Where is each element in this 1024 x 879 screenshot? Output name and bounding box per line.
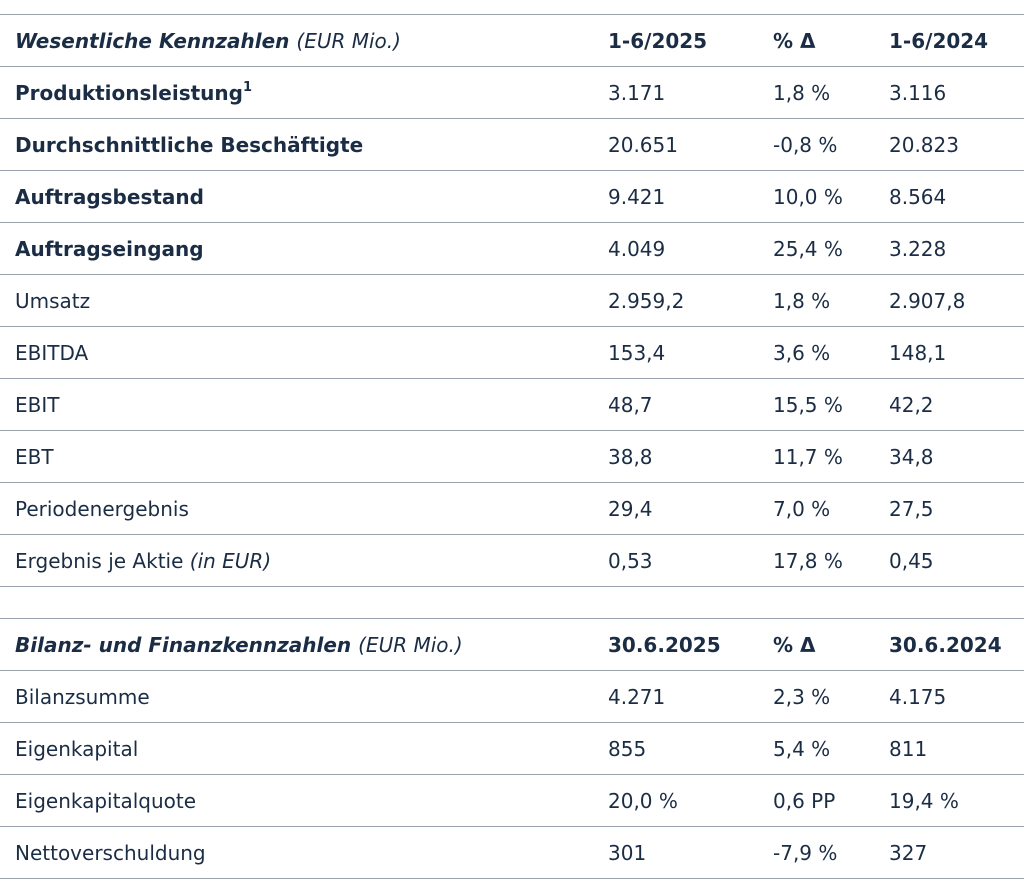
value-previous: 3.116 [889, 67, 1024, 119]
row-label-cell [0, 327, 608, 379]
value-current: 4.049 [608, 223, 773, 275]
row-label-cell [0, 535, 608, 587]
value-current: 20.651 [608, 119, 773, 171]
value-current: 0,53 [608, 535, 773, 587]
table-row [0, 379, 1024, 431]
row-label: Eigenkapitalquote [15, 788, 197, 813]
row-label: Durchschnittliche Beschäftigte [15, 132, 364, 157]
value-current: 29,4 [608, 483, 773, 535]
row-label-cell [0, 723, 608, 775]
value-change: 1,8 % [773, 67, 889, 119]
row-label-cell [0, 223, 608, 275]
row-label: EBT [15, 444, 54, 469]
value-current: 2.959,2 [608, 275, 773, 327]
value-current: 153,4 [608, 327, 773, 379]
footnote-marker: 1 [242, 79, 252, 95]
value-change: -0,8 % [773, 119, 889, 171]
row-label-note: (in EUR) [189, 548, 272, 573]
row-label-cell [0, 483, 608, 535]
balance-sheet-title-cell [0, 619, 608, 671]
key-figures-table [0, 14, 1024, 587]
row-label-cell [0, 275, 608, 327]
column-header-current-period: 1-6/2025 [608, 15, 773, 67]
value-previous: 2.907,8 [889, 275, 1024, 327]
value-current: 9.421 [608, 171, 773, 223]
row-label: Auftragsbestand [15, 184, 204, 209]
table-row [0, 671, 1024, 723]
value-change: 5,4 % [773, 723, 889, 775]
value-previous: 27,5 [889, 483, 1024, 535]
row-label: Periodenergebnis [15, 496, 189, 521]
key-figures-unit: (EUR Mio.) [296, 28, 401, 53]
value-change: 0,6 PP [773, 775, 889, 827]
table-row [0, 723, 1024, 775]
value-current: 48,7 [608, 379, 773, 431]
value-previous: 34,8 [889, 431, 1024, 483]
value-change: 15,5 % [773, 379, 889, 431]
table-row [0, 171, 1024, 223]
column-header-change: % Δ [773, 619, 889, 671]
key-figures-header-row [0, 15, 1024, 67]
value-current: 4.271 [608, 671, 773, 723]
table-row [0, 431, 1024, 483]
row-label-cell [0, 67, 608, 119]
value-previous: 42,2 [889, 379, 1024, 431]
balance-sheet-unit: (EUR Mio.) [358, 632, 463, 657]
value-previous: 19,4 % [889, 775, 1024, 827]
value-current: 20,0 % [608, 775, 773, 827]
row-label-cell [0, 379, 608, 431]
table-row [0, 827, 1024, 879]
value-previous: 0,45 [889, 535, 1024, 587]
value-previous: 20.823 [889, 119, 1024, 171]
column-header-change: % Δ [773, 15, 889, 67]
value-change: 7,0 % [773, 483, 889, 535]
balance-sheet-figures-table [0, 618, 1024, 879]
balance-sheet-title: Bilanz- und Finanzkennzahlen [15, 632, 352, 657]
row-label-cell [0, 119, 608, 171]
table-row [0, 119, 1024, 171]
row-label-cell [0, 171, 608, 223]
table-row [0, 483, 1024, 535]
row-label: Ergebnis je Aktie [15, 548, 184, 573]
balance-sheet-header-row [0, 619, 1024, 671]
value-change: -7,9 % [773, 827, 889, 879]
value-change: 10,0 % [773, 171, 889, 223]
key-figures-title-cell [0, 15, 608, 67]
row-label-cell [0, 671, 608, 723]
table-row [0, 275, 1024, 327]
value-change: 1,8 % [773, 275, 889, 327]
row-label: EBITDA [15, 340, 89, 365]
column-header-previous-date: 30.6.2024 [889, 619, 1024, 671]
value-previous: 811 [889, 723, 1024, 775]
value-previous: 148,1 [889, 327, 1024, 379]
value-current: 855 [608, 723, 773, 775]
table-row [0, 327, 1024, 379]
value-change: 3,6 % [773, 327, 889, 379]
row-label: Auftragseingang [15, 236, 204, 261]
table-row [0, 67, 1024, 119]
value-change: 17,8 % [773, 535, 889, 587]
row-label: Umsatz [15, 288, 91, 313]
column-header-current-date: 30.6.2025 [608, 619, 773, 671]
row-label: Bilanzsumme [15, 684, 150, 709]
table-row [0, 775, 1024, 827]
value-previous: 3.228 [889, 223, 1024, 275]
value-previous: 4.175 [889, 671, 1024, 723]
table-row [0, 223, 1024, 275]
row-label: Nettoverschuldung [15, 840, 206, 865]
key-figures-title: Wesentliche Kennzahlen [15, 28, 290, 53]
row-label-cell [0, 827, 608, 879]
row-label-cell [0, 775, 608, 827]
row-label: EBIT [15, 392, 60, 417]
value-previous: 327 [889, 827, 1024, 879]
row-label: Produktionsleistung [15, 80, 243, 105]
value-change: 25,4 % [773, 223, 889, 275]
value-current: 38,8 [608, 431, 773, 483]
table-row [0, 535, 1024, 587]
value-current: 301 [608, 827, 773, 879]
value-change: 11,7 % [773, 431, 889, 483]
column-header-previous-period: 1-6/2024 [889, 15, 1024, 67]
value-current: 3.171 [608, 67, 773, 119]
row-label: Eigenkapital [15, 736, 139, 761]
value-change: 2,3 % [773, 671, 889, 723]
value-previous: 8.564 [889, 171, 1024, 223]
row-label-cell [0, 431, 608, 483]
